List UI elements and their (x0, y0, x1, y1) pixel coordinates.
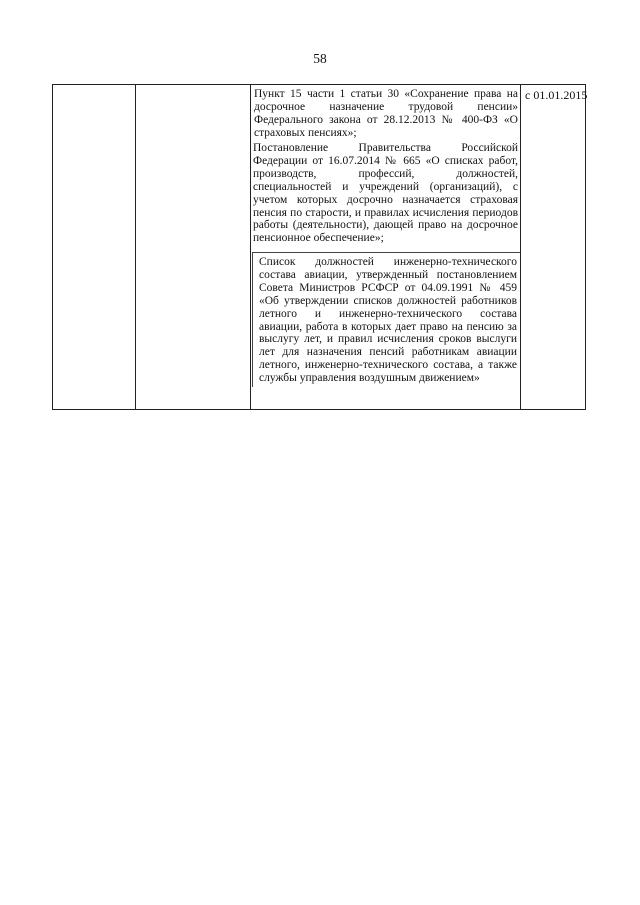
page-number: 58 (313, 51, 327, 66)
table-cell-empty-1 (53, 85, 136, 409)
table-cell-effective-date (521, 85, 588, 409)
document-table (52, 84, 586, 410)
effective-date: с 01.01.2015 (525, 88, 588, 102)
table-cell-empty-2 (136, 85, 251, 409)
legal-basis-item-2: Постановление Правительства Российской Федерации от 16.07.2014 № 665 «О списках работ, производств, профессий, должностей, специальностей и учреждений (организаций), с учетом которых досрочно назначается страховая пенсия по старости, и правилах исчисления периодов работы (деятельности), дающей право на досрочное пенсионное обеспечение»; (253, 142, 518, 245)
legal-basis-item-1: Пункт 15 части 1 статьи 30 «Сохранение права на досрочное назначение трудовой пенсии» Федерального закона от 28.12.2013 № 400-ФЗ «О страховых пенсиях»; (254, 88, 518, 139)
table-cell-legal-basis (252, 85, 521, 409)
legal-basis-item-3: Список должностей инженерно-технического состава авиации, утвержденный постановлением Совета Министров РСФСР от 04.09.1991 № 459 «Об утверждении списков должностей работников летного и инженерно-технического состава авиации, работа в которых дает право на пенсию за выслугу лет, и правил исчисления сроков выслуги лет для назначения пенсий работникам авиации летного, инженерно-технического состава, а также службы управления воздушным движением» (252, 252, 520, 387)
